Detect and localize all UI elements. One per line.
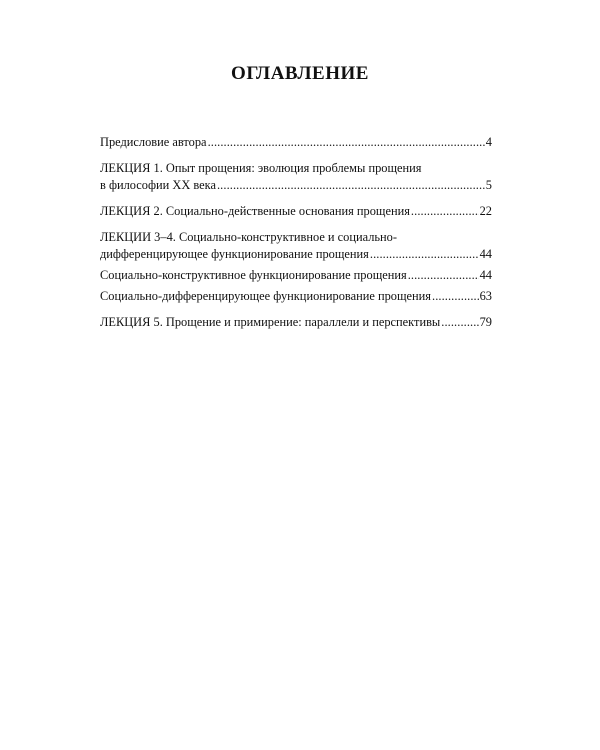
dot-leader <box>432 288 479 305</box>
toc-entry-lecture-2 <box>100 203 492 220</box>
toc-entry-title: ЛЕКЦИЯ 5. Прощение и примирение: параллели и перспективы <box>100 315 441 329</box>
toc-entry-title-line1: ЛЕКЦИИ 3–4. Социально-конструктивное и социально- <box>100 230 397 244</box>
dot-leader <box>411 203 479 220</box>
toc-entry-title: ЛЕКЦИЯ 2. Социально-действенные основания прощения <box>100 204 410 218</box>
toc-page-number: 5 <box>485 178 492 192</box>
toc-page-number: 44 <box>479 247 492 261</box>
toc-page-number: 44 <box>479 268 492 282</box>
dot-leader <box>408 267 479 284</box>
toc-entry-title: Социально-дифференцирующее функционирование прощения <box>100 289 431 303</box>
page-title: ОГЛАВЛЕНИЕ <box>231 63 369 84</box>
dot-leader <box>208 134 485 151</box>
toc-entry-constructive <box>100 267 492 284</box>
toc-page-number: 79 <box>479 315 492 329</box>
toc-page-number: 4 <box>485 135 492 149</box>
toc-entry-title-line2: в философии ХХ века <box>100 178 216 192</box>
toc-entry-lecture-1 <box>100 160 492 194</box>
toc-entry-differentiating <box>100 288 492 305</box>
toc-entry-title-line1: ЛЕКЦИЯ 1. Опыт прощения: эволюция проблемы прощения <box>100 161 422 175</box>
dot-leader <box>441 314 478 331</box>
toc-entry-title: Социально-конструктивное функционирование прощения <box>100 268 407 282</box>
table-of-contents <box>100 134 492 331</box>
toc-entry-lecture-5 <box>100 314 492 331</box>
toc-entry-lectures-3-4 <box>100 229 492 263</box>
toc-entry-preface <box>100 134 492 151</box>
dot-leader <box>370 246 479 263</box>
toc-entry-title: Предисловие автора <box>100 135 207 149</box>
dot-leader <box>217 177 485 194</box>
toc-page-number: 22 <box>479 204 492 218</box>
toc-entry-title-line2: дифференцирующее функционирование прощения <box>100 247 369 261</box>
toc-page-number: 63 <box>479 289 492 303</box>
